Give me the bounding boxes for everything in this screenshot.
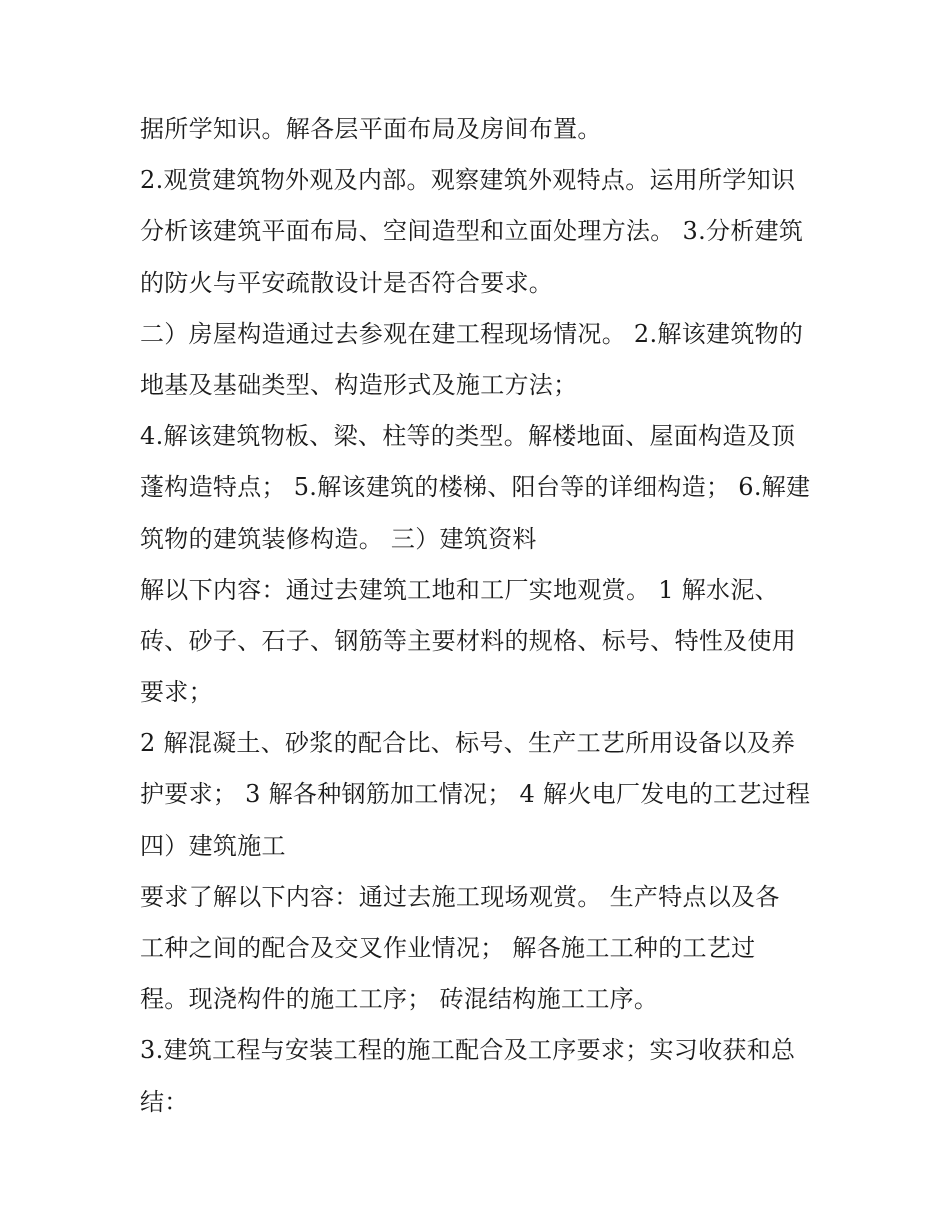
text-line: 要求； — [140, 678, 213, 707]
text-line: 护要求； 3 解各种钢筋加工情况； 4 解火电厂发电的工艺过程 — [140, 780, 811, 809]
text-line: 二）房屋构造通过去参观在建工程现场情况。 2.解该建筑物的 — [140, 319, 804, 348]
text-line: 蓬构造特点； 5.解该建筑的楼梯、阳台等的详细构造； 6.解建 — [140, 473, 811, 502]
text-line: 的防火与平安疏散设计是否符合要求。 — [140, 268, 554, 297]
text-line: 筑物的建筑装修构造。 三）建筑资料 — [140, 524, 537, 553]
text-line: 解以下内容：通过去建筑工地和工厂实地观赏。 1 解水泥、 — [140, 575, 779, 604]
text-line: 工种之间的配合及交叉作业情况； 解各施工工种的工艺过 — [140, 934, 756, 962]
text-line: 3.建筑工程与安装工程的施工配合及工序要求；实习收获和总 — [140, 1036, 796, 1065]
text-line: 2 解混凝土、砂浆的配合比、标号、生产工艺所用设备以及养 — [140, 729, 796, 758]
text-line: 砖、砂子、石子、钢筋等主要材料的规格、标号、特性及使用 — [140, 626, 797, 655]
text-line: 分析该建筑平面布局、空间造型和立面处理方法。 3.分析建筑 — [140, 217, 804, 246]
text-line: 4.解该建筑物板、梁、柱等的类型。解楼地面、屋面构造及顶 — [140, 422, 796, 451]
text-line: 2.观赏建筑物外观及内部。观察建筑外观特点。运用所学知识 — [140, 166, 796, 195]
text-line: 地基及基础类型、构造形式及施工方法； — [140, 370, 578, 399]
text-line: 据所学知识。解各层平面布局及房间布置。 — [140, 115, 602, 143]
text-line: 结： — [140, 1087, 189, 1116]
document-body — [140, 104, 820, 1128]
text-line: 程。现浇构件的施工工序； 砖混结构施工工序。 — [140, 985, 659, 1014]
text-line: 四）建筑施工 — [140, 831, 286, 860]
text-line: 要求了解以下内容：通过去施工现场观赏。 生产特点以及各 — [140, 882, 780, 911]
